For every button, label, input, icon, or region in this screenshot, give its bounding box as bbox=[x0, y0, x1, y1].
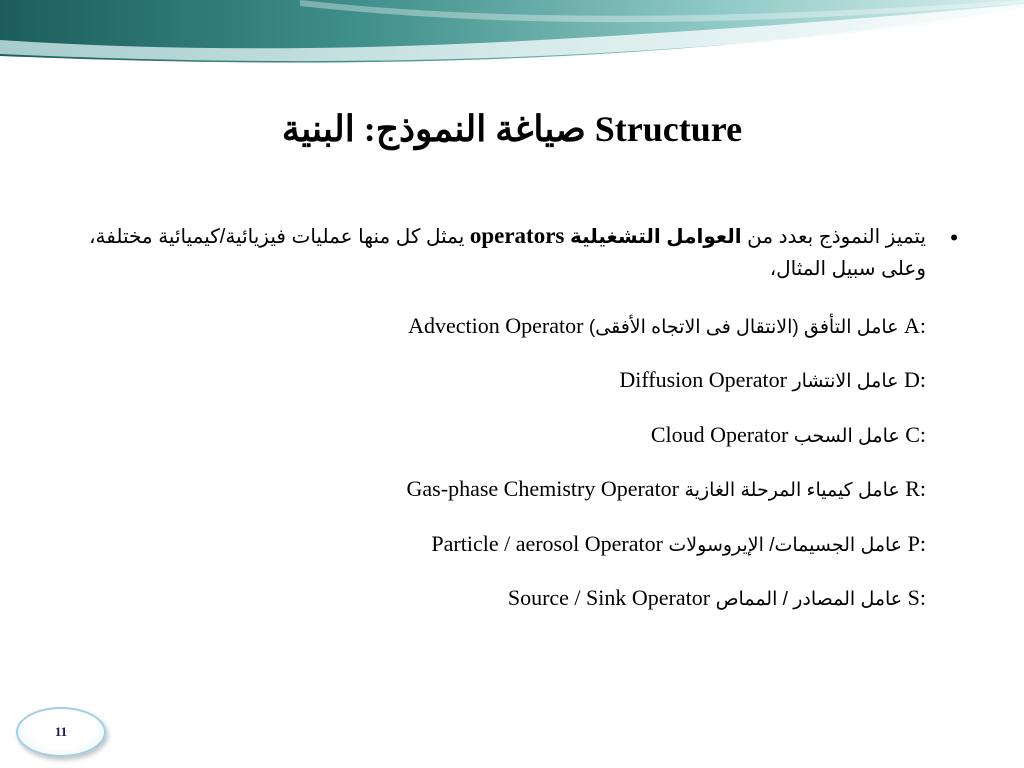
operator-key: D: bbox=[904, 367, 926, 393]
operator-arabic: عامل الجسيمات/ الإيروسولات bbox=[668, 534, 903, 556]
operator-line-c bbox=[66, 408, 926, 463]
slide-title: صياغة النموذج: البنية Structure bbox=[281, 109, 743, 149]
operator-english: Advection Operator bbox=[408, 312, 584, 338]
operator-line-r bbox=[66, 462, 926, 517]
operator-key: S: bbox=[907, 585, 926, 611]
operator-english: Particle / aerosol Operator bbox=[431, 530, 663, 556]
operator-key: R: bbox=[905, 476, 926, 502]
operator-english: Gas-phase Chemistry Operator bbox=[406, 476, 680, 502]
operator-line-d bbox=[66, 353, 926, 408]
operator-key: P: bbox=[907, 530, 926, 556]
slide-content bbox=[66, 218, 958, 626]
bullet-paragraph bbox=[66, 218, 958, 285]
operator-arabic: عامل التأفق (الانتقال فى الاتجاه الأفقى) bbox=[588, 316, 899, 338]
operator-english: Cloud Operator bbox=[650, 421, 789, 447]
operator-english: Source / Sink Operator bbox=[507, 585, 711, 611]
bullet-icon: • bbox=[950, 225, 958, 250]
operator-line-s bbox=[66, 571, 926, 626]
operator-arabic: عامل السحب bbox=[793, 425, 900, 447]
operator-english: Diffusion Operator bbox=[619, 367, 787, 393]
page-number-badge bbox=[16, 707, 106, 757]
bullet-bold-english: operators bbox=[469, 223, 565, 248]
header-wave-decoration bbox=[0, 0, 1024, 70]
operator-line-p bbox=[66, 517, 926, 572]
bullet-text-part2: يمثل كل منها عمليات فيزيائية/كيميائية مختلفة، وعلى سبيل المثال، bbox=[89, 226, 926, 280]
operator-line-a bbox=[66, 299, 926, 354]
operator-arabic: عامل كيمياء المرحلة الغازية bbox=[684, 480, 900, 502]
page-number: 11 bbox=[54, 724, 68, 739]
bullet-bold-arabic: العوامل التشغيلية bbox=[569, 226, 742, 248]
operator-key: A: bbox=[904, 312, 926, 338]
bullet-text-part1: يتميز النموذج بعدد من bbox=[741, 226, 926, 248]
operator-key: C: bbox=[905, 421, 926, 447]
operator-arabic: عامل الانتشار bbox=[792, 371, 899, 393]
operator-arabic: عامل المصادر / المماص bbox=[715, 589, 903, 611]
